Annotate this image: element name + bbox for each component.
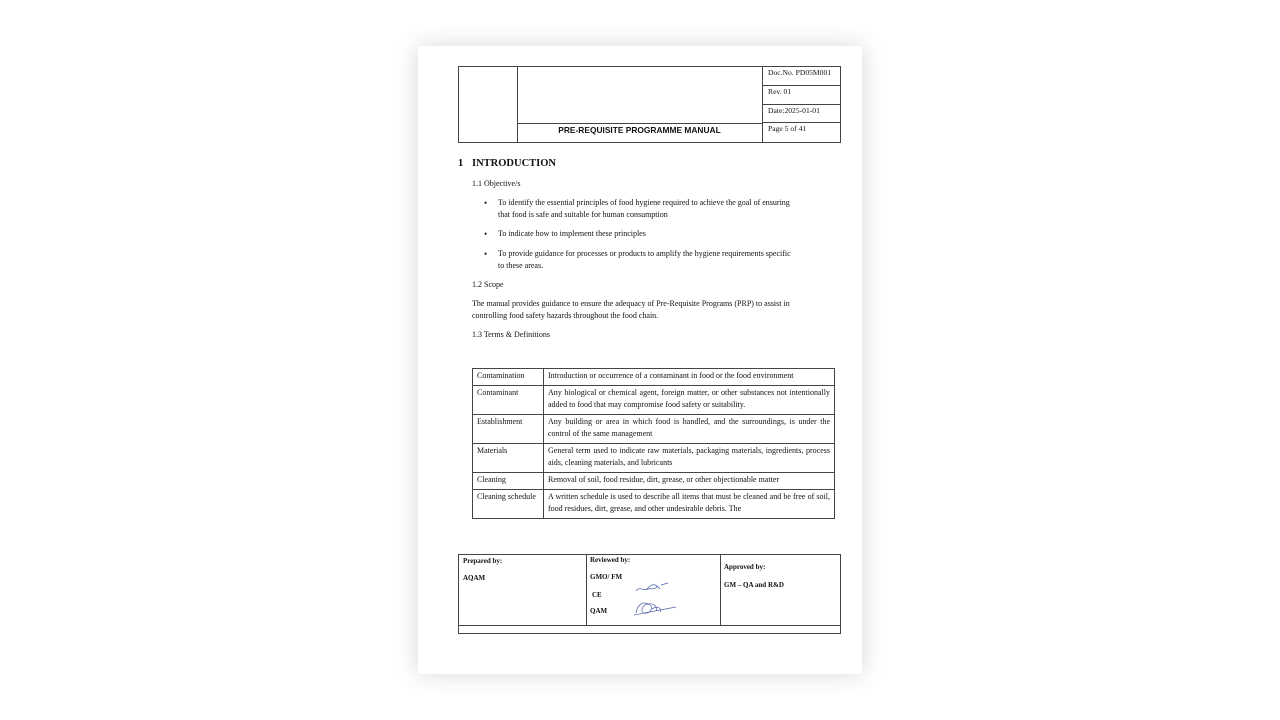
term-cell: Cleaning (473, 473, 544, 490)
reviewed-label: Reviewed by: (590, 556, 631, 564)
definitions-table (472, 368, 835, 519)
reviewer-3: QAM (590, 607, 608, 615)
definition-cell: Removal of soil, food residue, dirt, grease, or other objectionable matter (544, 473, 835, 490)
scope-text: The manual provides guidance to ensure the adequacy of Pre-Requisite Programs (PRP) to assist in controlling food safety hazards throughout the food chain. (472, 299, 790, 320)
page-number: Page 5 of 41 (768, 124, 807, 134)
table-row (473, 386, 835, 415)
approved-value: GM – QA and R&D (724, 581, 784, 589)
objective-item: • To indicate how to implement these principles (498, 228, 840, 240)
prepared-cell (459, 555, 587, 625)
term-cell: Contamination (473, 369, 544, 386)
document-page (418, 46, 862, 674)
prepared-value: AQAM (463, 574, 486, 582)
section-heading (458, 158, 556, 169)
doc-number: Doc.No. PD05M001 (762, 67, 840, 86)
table-row (473, 444, 835, 473)
scope-heading: 1.2 Scope (472, 280, 504, 289)
doc-date: Date:2025-01-01 (762, 105, 840, 124)
document-meta (762, 67, 840, 142)
revision: Rev. 01 (762, 86, 840, 105)
terms-heading: 1.3 Terms & Definitions (472, 330, 550, 339)
section-number: 1 (458, 158, 464, 169)
approved-cell (720, 555, 840, 625)
definition-cell: Any biological or chemical agent, foreign matter, or other substances not intentionally added to food that may compromise food safety or suitability. (544, 386, 835, 415)
objectives-heading: 1.1 Objective/s (472, 179, 521, 188)
prepared-label: Prepared by: (463, 557, 503, 565)
definition-cell: Any building or area in which food is handled, and the surroundings, is under the control of the same management (544, 415, 835, 444)
approved-label: Approved by: (724, 563, 766, 571)
reviewer-1: GMO/ FM (590, 573, 623, 581)
reviewer-2: CE (592, 591, 602, 599)
definition-cell: Introduction or occurrence of a contaminant in food or the food environment (544, 369, 835, 386)
reviewed-cell (586, 555, 721, 625)
footer-bottom-strip (459, 625, 840, 626)
table-row (473, 369, 835, 386)
signature-icon (632, 597, 678, 617)
term-cell: Contaminant (473, 386, 544, 415)
objective-item: • To provide guidance for processes or products to amplify the hygiene requirements specific to these areas. (498, 248, 840, 272)
table-row (473, 490, 835, 519)
table-row (473, 473, 835, 490)
section-title: INTRODUCTION (472, 158, 557, 169)
term-cell: Materials (473, 444, 544, 473)
term-cell: Cleaning schedule (473, 490, 544, 519)
definition-cell: General term used to indicate raw materials, packaging materials, ingredients, process aids, cleaning materials, and lubricants (544, 444, 835, 473)
document-header (458, 66, 841, 143)
document-title: PRE-REQUISITE PROGRAMME MANUAL (558, 125, 721, 135)
approval-block (458, 554, 841, 634)
definition-cell: A written schedule is used to describe all items that must be cleaned and be free of soil, food residues, dirt, grease, and other undesirable debris. The (544, 490, 835, 519)
title-cell (517, 67, 763, 142)
logo-cell (459, 67, 518, 142)
objective-item: • To identify the essential principles of food hygiene required to achieve the goal of ensuring that food is safe and suitable for human consumption (498, 197, 840, 221)
term-cell: Establishment (473, 415, 544, 444)
signature-icon (634, 581, 670, 595)
table-row (473, 415, 835, 444)
